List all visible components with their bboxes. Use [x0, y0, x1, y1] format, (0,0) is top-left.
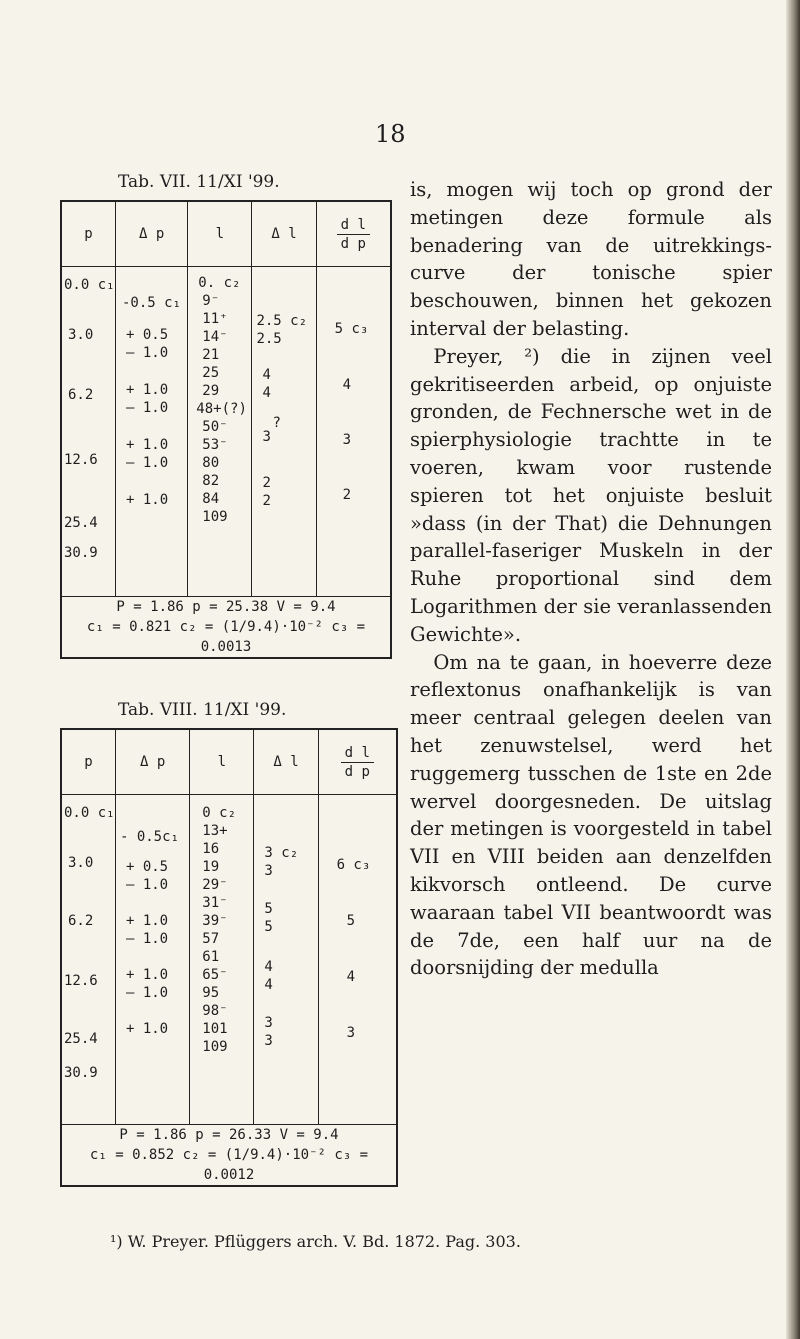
p-value: 6.2: [68, 387, 94, 403]
delta-p-value: + 1.0: [125, 382, 169, 398]
delta-p-value: + 0.5: [125, 327, 169, 343]
delta-l-value: 4: [262, 385, 271, 401]
delta-l-value: 2: [262, 475, 271, 491]
table7-footer-line2: c₁ = 0.821 c₂ = (1/9.4)·10⁻² c₃ = 0.0013: [86, 619, 366, 655]
p-value: 0.0 c₁: [64, 805, 115, 821]
header-delta-l: Δ l: [252, 201, 316, 267]
delta-p-value: — 1.0: [125, 455, 169, 471]
table7: [60, 200, 392, 659]
delta-p-value: — 1.0: [125, 877, 169, 893]
l-value: 53⁻: [202, 437, 228, 453]
l-value: 16: [202, 841, 220, 857]
l-value: 39⁻: [202, 913, 228, 929]
p-value: 12.6: [64, 452, 98, 468]
ratio-value: 3: [342, 432, 352, 448]
p-value: 3.0: [68, 855, 94, 871]
l-value: 65⁻: [202, 967, 228, 983]
l-value: 29: [202, 383, 220, 399]
p-value: 30.9: [64, 1065, 98, 1081]
delta-p-value: + 1.0: [125, 492, 169, 508]
ratio-value: 6 c₃: [336, 857, 371, 873]
delta-p-value: + 0.5: [125, 859, 169, 875]
header-ratio: $\frac{\text{d l}}{\text{d p}}$: [316, 201, 391, 267]
l-value: 11⁺: [202, 311, 228, 327]
table8-footer-line2: c₁ = 0.852 c₂ = (1/9.4)·10⁻² c₃ = 0.0012: [89, 1147, 369, 1183]
delta-p-value: + 1.0: [125, 437, 169, 453]
l-value: 9⁻: [202, 293, 220, 309]
paragraph: is, mogen wij toch op grond der metingen deze formule als benadering van de uitrekkings-curve der tonische spier beschouwen, binnen het gekozen interval der belasting.: [410, 178, 772, 340]
ratio-value: 4: [342, 377, 352, 393]
l-value: 0. c₂: [198, 275, 241, 291]
table8-caption: Tab. VIII. 11/XI '99.: [118, 700, 287, 720]
p-value: 25.4: [64, 515, 98, 531]
p-value: 12.6: [64, 973, 98, 989]
l-value: 80: [202, 455, 220, 471]
footnote: ¹) W. Preyer. Pflüggers arch. V. Bd. 1872. Pag. 303.: [110, 1232, 521, 1251]
l-value: 48+(?): [196, 401, 247, 417]
delta-l-value: 3: [264, 1033, 273, 1049]
p-value: 30.9: [64, 545, 98, 561]
table7-footer: [61, 597, 391, 659]
l-value: 98⁻: [202, 1003, 228, 1019]
header-delta-p: Δ p: [115, 201, 187, 267]
body-text: [410, 176, 772, 982]
table7-caption: Tab. VII. 11/XI '99.: [118, 172, 280, 192]
delta-p-value: - 0.5c₁: [119, 829, 179, 845]
delta-l-value: 2: [262, 493, 271, 509]
l-value: 29⁻: [202, 877, 228, 893]
header-l: l: [190, 729, 254, 795]
ratio-value: 5 c₃: [334, 321, 369, 337]
delta-l-value: 2.5: [256, 331, 282, 347]
l-value: 57: [202, 931, 220, 947]
l-value: 109: [202, 509, 228, 525]
header-delta-p: Δ p: [115, 729, 189, 795]
l-value: 61: [202, 949, 220, 965]
l-value: 14⁻: [202, 329, 228, 345]
p-value: 0.0 c₁: [64, 277, 115, 293]
p-value: 3.0: [68, 327, 94, 343]
delta-l-value: 3: [264, 863, 273, 879]
l-value: 21: [202, 347, 220, 363]
delta-l-value: 5: [264, 901, 273, 917]
paragraph: Om na te gaan, in hoeverre deze reflextonus onafhankelijk is van meer centraal gelegen deelen van het zenuwstelsel, werd het ruggemerg tusschen de 1ste en 2de wervel doorgesneden. De uitslag der metingen is voorgesteld in tabel VII en VIII beiden aan denzelfden kikvorsch ontleend. De curve waaraan tabel VII beantwoordt was de 7de, een half uur na de doorsnijding der medulla: [410, 650, 772, 980]
l-value: 82: [202, 473, 220, 489]
delta-l-value: 3: [262, 429, 271, 445]
p-value: 25.4: [64, 1031, 98, 1047]
header-ratio: $\frac{\text{d l}}{\text{d p}}$: [318, 729, 397, 795]
page-edge: [786, 0, 800, 1339]
delta-p-value: + 1.0: [125, 1021, 169, 1037]
delta-p-value: — 1.0: [125, 400, 169, 416]
delta-l-value: 4: [262, 367, 271, 383]
delta-l-value: 2.5 c₂: [256, 313, 308, 329]
l-value: 84: [202, 491, 220, 507]
l-value: 50⁻: [202, 419, 228, 435]
l-value: 31⁻: [202, 895, 228, 911]
delta-p-value: — 1.0: [125, 985, 169, 1001]
ratio-value: 5: [346, 913, 355, 929]
l-value: 13+: [202, 823, 228, 839]
page-number: 18: [375, 120, 406, 148]
table8-footer-line1: P = 1.86 p = 26.33 V = 9.4: [119, 1127, 339, 1143]
header-p: p: [61, 729, 115, 795]
ratio-value: 3: [346, 1025, 355, 1041]
delta-p-value: + 1.0: [125, 967, 169, 983]
ratio-value: 4: [346, 969, 355, 985]
header-l: l: [188, 201, 252, 267]
header-delta-l: Δ l: [254, 729, 318, 795]
delta-l-value: 3: [264, 1015, 273, 1031]
delta-l-value: 4: [264, 959, 273, 975]
header-p: p: [61, 201, 115, 267]
delta-p-value: — 1.0: [125, 345, 169, 361]
paragraph: Preyer, ²) die in zijnen veel gekritiseerden arbeid, op onjuiste gronden, de Fechnersche wet in de spierphysiologie trachtte in te voeren, kwam voor rustende spieren tot het onjuiste besluit »dass (in der That) die Dehnungen parallel-faseriger Muskeln in der Ruhe proportional sind dem Logarithmen der sie veranlassenden Gewichte».: [410, 344, 772, 646]
table8-footer: [61, 1125, 397, 1187]
l-value: 95: [202, 985, 220, 1001]
delta-l-value: 4: [264, 977, 273, 993]
l-value: 25: [202, 365, 220, 381]
delta-p-value: — 1.0: [125, 931, 169, 947]
delta-l-value: ?: [272, 415, 281, 431]
delta-l-value: 3 c₂: [264, 845, 299, 861]
l-value: 0 c₂: [202, 805, 236, 821]
p-value: 6.2: [68, 913, 94, 929]
ratio-value: 2: [342, 487, 352, 503]
table8: [60, 728, 398, 1187]
delta-l-value: 5: [264, 919, 273, 935]
l-value: 19: [202, 859, 220, 875]
table7-footer-line1: P = 1.86 p = 25.38 V = 9.4: [116, 599, 336, 615]
l-value: 101: [202, 1021, 228, 1037]
delta-p-value: -0.5 c₁: [121, 295, 181, 311]
delta-p-value: + 1.0: [125, 913, 169, 929]
l-value: 109: [202, 1039, 228, 1055]
